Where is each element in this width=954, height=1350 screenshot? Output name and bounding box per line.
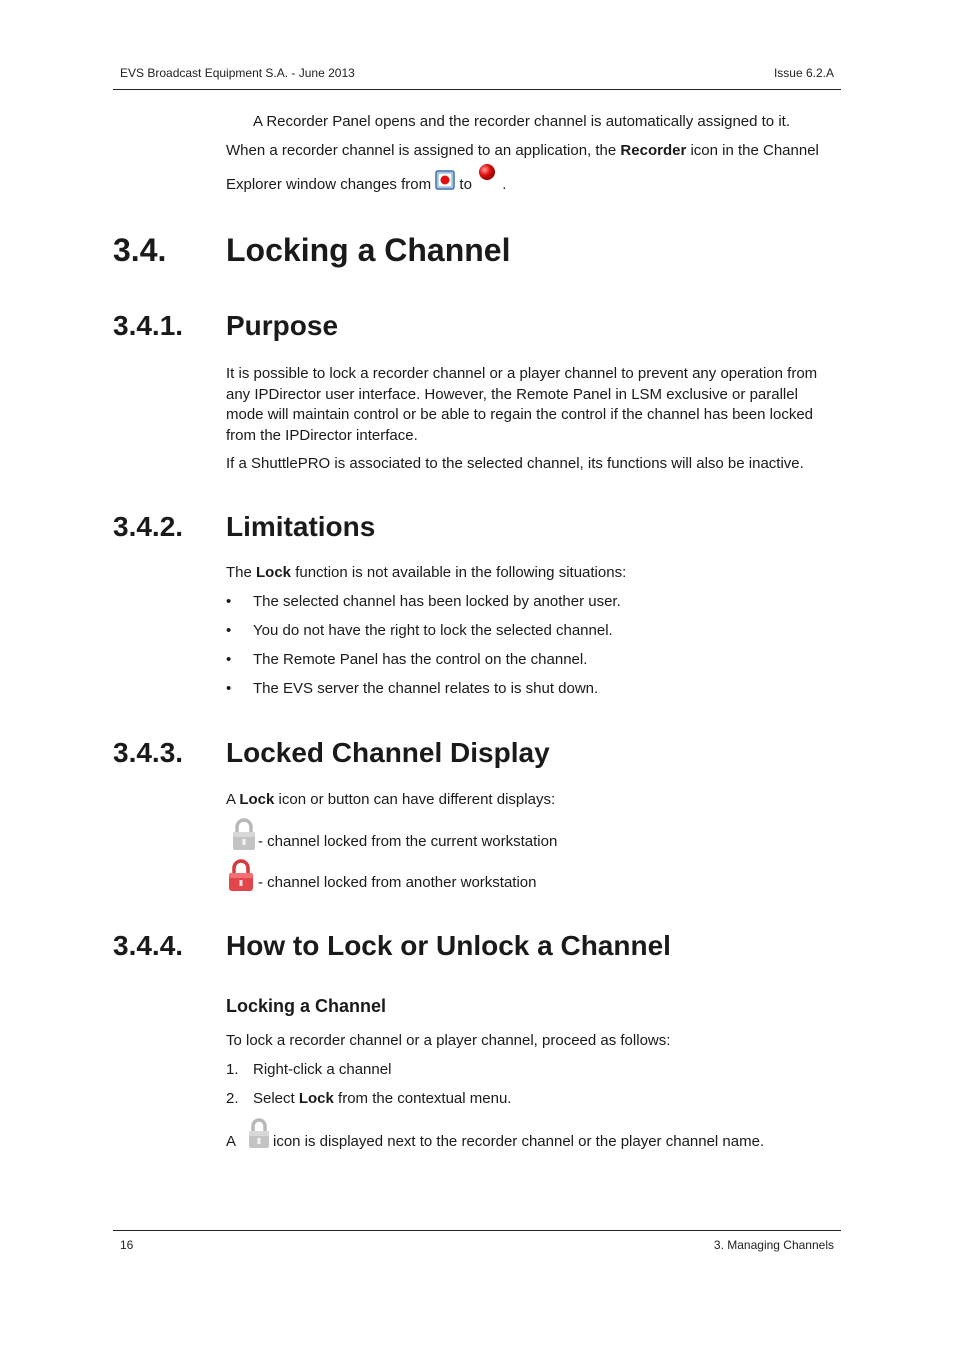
display-intro: [226, 791, 555, 808]
step-2-bold: Lock: [298, 1090, 334, 1107]
purpose-title: Purpose: [226, 310, 339, 341]
lock-grey-icon: [231, 818, 257, 857]
footer-chapter: 3. Managing Channels: [713, 1238, 834, 1252]
display-intro-bold: Lock: [239, 791, 275, 808]
display-intro-post: icon or button can have different displays:: [274, 791, 556, 808]
bullet-symbol: •: [226, 651, 232, 668]
limitations-intro: [226, 564, 626, 581]
intro-line-2: [226, 142, 819, 159]
recorder-assigned-icon: [476, 162, 498, 194]
purpose-paragraph-2: If a ShuttlePRO is associated to the selected channel, its functions will also be inactive.: [226, 455, 804, 472]
display-number: 3.4.3.: [113, 737, 184, 768]
limitation-item: The selected channel has been locked by another user.: [253, 593, 621, 610]
limitation-item: You do not have the right to lock the selected channel.: [253, 622, 613, 639]
header-right: Issue 6.2.A: [773, 66, 834, 80]
step-2-post: from the contextual menu.: [333, 1090, 512, 1107]
bullet-symbol: •: [226, 622, 232, 639]
howto-subtitle: Locking a Channel: [226, 996, 387, 1016]
lock-grey-icon: [246, 1118, 272, 1155]
howto-title: How to Lock or Unlock a Channel: [226, 930, 671, 961]
limitations-intro-post: function is not available in the following situations:: [291, 564, 627, 581]
intro-line-2-post: icon in the Channel: [686, 142, 819, 159]
intro-line-3: [226, 170, 506, 198]
step-2-pre: Select: [253, 1090, 299, 1107]
recorder-idle-icon: [435, 170, 455, 200]
display-intro-pre: A: [226, 791, 240, 808]
step-number: 1.: [226, 1061, 239, 1078]
section-title: Locking a Channel: [226, 232, 511, 268]
page-number: 16: [120, 1238, 134, 1252]
purpose-paragraph-1: It is possible to lock a recorder channel or a player channel to prevent any operation from any IPDirector user interface. However, the Remote Panel in LSM exclusive or parallel mode will maintain control or be able to regain the control if the channel has been locked from the IPDirector interface.: [226, 365, 818, 444]
purpose-number: 3.4.1.: [113, 310, 184, 341]
step-number: 2.: [226, 1090, 239, 1107]
howto-intro: To lock a recorder channel or a player channel, proceed as follows:: [226, 1032, 671, 1049]
limitations-intro-bold: Lock: [256, 564, 292, 581]
display-item-2: - channel locked from another workstation: [258, 874, 537, 891]
limitations-title: Limitations: [226, 511, 376, 542]
intro-line-3-mid: to: [455, 175, 477, 193]
intro-line-1: A Recorder Panel opens and the recorder channel is automatically assigned to it.: [253, 113, 790, 130]
limitations-number: 3.4.2.: [113, 511, 184, 542]
bullet-symbol: •: [226, 593, 232, 610]
section-number: 3.4.: [113, 232, 167, 268]
header-left: EVS Broadcast Equipment S.A. - June 2013: [120, 66, 355, 80]
limitation-item: The EVS server the channel relates to is shut down.: [253, 680, 599, 697]
result-pre: A: [226, 1133, 237, 1150]
step-1: Right-click a channel: [253, 1061, 392, 1078]
intro-line-2-pre: When a recorder channel is assigned to an application, the: [226, 142, 621, 159]
lock-red-icon: [228, 859, 254, 898]
header-rule: [113, 89, 841, 90]
limitation-item: The Remote Panel has the control on the channel.: [253, 651, 588, 668]
howto-number: 3.4.4.: [113, 930, 184, 961]
display-item-1: - channel locked from the current workstation: [258, 833, 558, 850]
intro-line-3-post: .: [498, 175, 507, 193]
step-2: [253, 1090, 511, 1107]
result-post: icon is displayed next to the recorder channel or the player channel name.: [273, 1133, 765, 1150]
bullet-symbol: •: [226, 680, 232, 697]
display-title: Locked Channel Display: [226, 737, 550, 768]
limitations-intro-pre: The: [226, 564, 257, 581]
footer-rule: [113, 1230, 841, 1231]
intro-line-2-bold: Recorder: [620, 142, 687, 159]
intro-line-3-pre: Explorer window changes from: [226, 175, 436, 193]
